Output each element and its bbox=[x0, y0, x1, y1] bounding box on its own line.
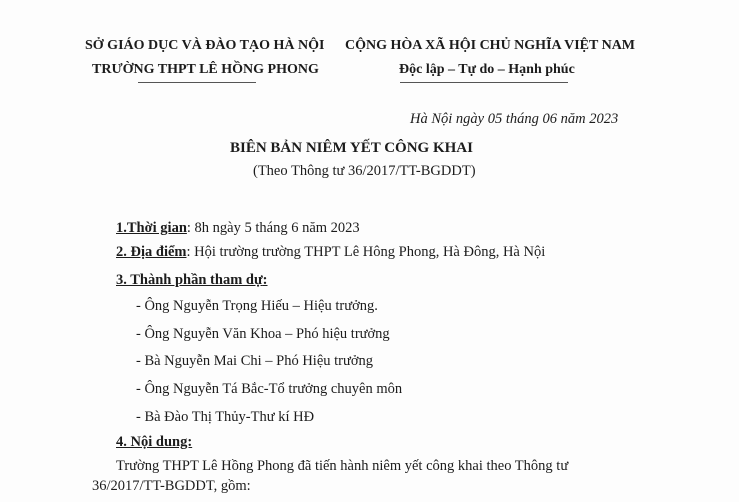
attendees-label: 3. Thành phần tham dự: bbox=[116, 272, 268, 288]
department-name: SỞ GIÁO DỤC VÀ ĐÀO TẠO HÀ NỘI bbox=[85, 38, 325, 53]
motto-underline bbox=[400, 82, 568, 83]
location-label: 2. Địa điểm bbox=[116, 244, 187, 260]
place-date: Hà Nội ngày 05 tháng 06 năm 2023 bbox=[410, 111, 619, 127]
time-label: 1.Thời gian bbox=[116, 220, 187, 236]
content-paragraph-line2: 36/2017/TT-BGDDT, gồm: bbox=[92, 478, 251, 494]
time-value: : 8h ngày 5 tháng 6 năm 2023 bbox=[186, 220, 360, 236]
document-subtitle: (Theo Thông tư 36/2017/TT-BGDDT) bbox=[253, 163, 476, 179]
content-label: 4. Nội dung: bbox=[116, 434, 193, 450]
attendee-item: - Ông Nguyễn Văn Khoa – Phó hiệu trưởng bbox=[136, 326, 390, 342]
document-title: BIÊN BẢN NIÊM YẾT CÔNG KHAI bbox=[230, 140, 473, 156]
national-motto: Độc lập – Tự do – Hạnh phúc bbox=[399, 62, 575, 77]
attendee-item: - Ông Nguyễn Trọng Hiếu – Hiệu trưởng. bbox=[136, 298, 378, 314]
attendee-item: - Bà Đào Thị Thủy-Thư kí HĐ bbox=[136, 409, 315, 425]
school-name: TRƯỜNG THPT LÊ HỒNG PHONG bbox=[92, 62, 319, 77]
location-value: : Hội trường trường THPT Lê Hông Phong, Hà Đông, Hà Nội bbox=[186, 244, 546, 260]
country-name: CỘNG HÒA XÃ HỘI CHỦ NGHĨA VIỆT NAM bbox=[345, 38, 636, 53]
time-line bbox=[116, 220, 360, 237]
attendee-item: - Ông Nguyễn Tá Bắc-Tổ trưởng chuyên môn bbox=[136, 381, 403, 397]
attendee-item: - Bà Nguyễn Mai Chi – Phó Hiệu trưởng bbox=[136, 353, 374, 369]
location-line bbox=[116, 244, 545, 261]
school-name-underline bbox=[138, 82, 256, 83]
content-paragraph-line1: Trường THPT Lê Hồng Phong đã tiến hành niêm yết công khai theo Thông tư bbox=[116, 458, 569, 474]
